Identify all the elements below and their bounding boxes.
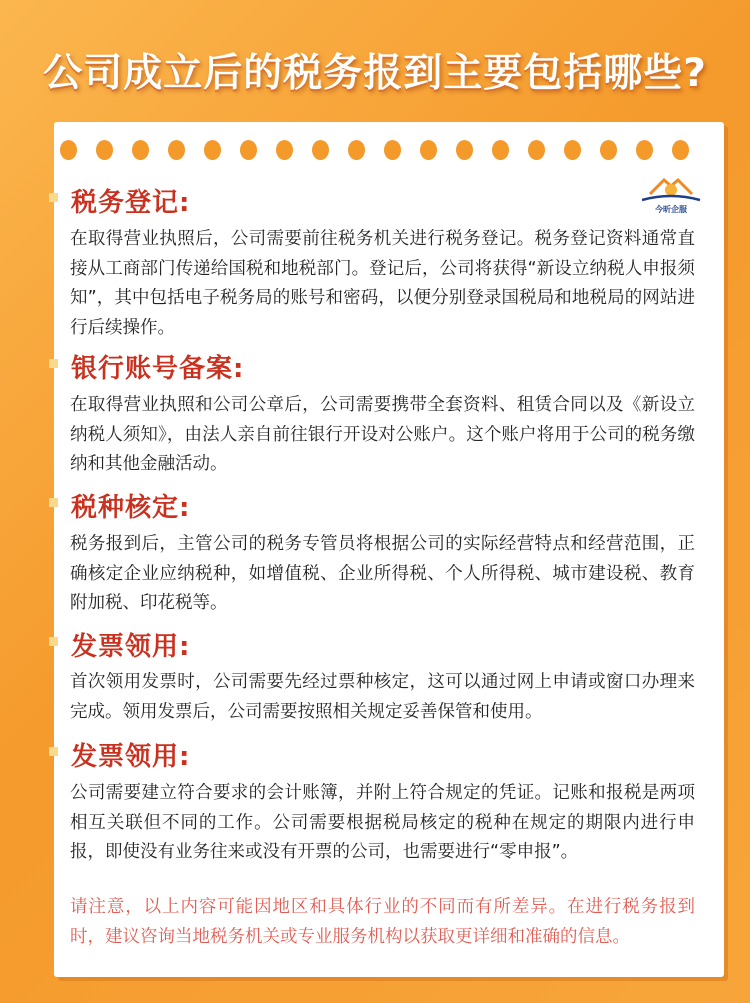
bullet-square-icon [49, 747, 58, 756]
binder-dot [672, 140, 689, 160]
section-heading-text: 发票领用: [71, 742, 191, 772]
binder-dot [348, 140, 365, 160]
binder-dot [600, 140, 617, 160]
binder-dot [636, 140, 653, 160]
binder-dot [96, 140, 113, 160]
company-logo [638, 168, 704, 216]
binder-dots [60, 140, 700, 162]
binder-dot [168, 140, 185, 160]
binder-dot [384, 140, 401, 160]
bullet-square-icon [49, 498, 58, 507]
section-body: 首次领用发票时，公司需要先经过票种核定，这可以通过网上申请或窗口办理来完成。领用发票后，公司需要按照相关规定妥善保管和使用。 [70, 672, 695, 722]
binder-dot [132, 140, 149, 160]
disclaimer-note: 请注意，以上内容可能因地区和具体行业的不同而有所差异。在进行税务报到时，建议咨询当地税务机关或专业服务机构以获取更详细和准确的信息。 [70, 897, 695, 947]
page-title: 公司成立后的税务报到主要包括哪些? [43, 51, 707, 96]
binder-dot [456, 140, 473, 160]
section-heading-text: 税种核定: [71, 493, 191, 523]
section-body: 公司需要建立符合要求的会计账簿，并附上符合规定的凭证。记账和报税是两项相互关联但不同的工作。公司需要根据税局核定的税种在规定的期限内进行申报，即使没有业务往来或没有开票的公司，也需要进行“零申报”。 [70, 783, 695, 862]
binder-dot [312, 140, 329, 160]
binder-dot [564, 140, 581, 160]
bullet-square-icon [49, 193, 58, 202]
section-heading-text: 税务登记: [71, 188, 191, 218]
bullet-square-icon [49, 359, 58, 368]
section-body: 在取得营业执照和公司公章后，公司需要携带全套资料、租赁合同以及《新设立纳税人须知》，由法人亲自前往银行开设对公账户。这个账户将用于公司的税务缴纳和其他金融活动。 [70, 395, 695, 474]
binder-dot [204, 140, 221, 160]
binder-dot [492, 140, 509, 160]
section-body: 在取得营业执照后，公司需要前往税务机关进行税务登记。税务登记资料通常直接从工商部门传递给国税和地税部门。登记后，公司将获得“新设立纳税人申报须知”，其中包括电子税务局的账号和密码，以便分别登录国税局和地税局的网站进行后续操作。 [70, 229, 695, 338]
section-body: 税务报到后，主管公司的税务专管员将根据公司的实际经营特点和经营范围，正确核定企业应纳税种，如增值税、企业所得税、个人所得税、城市建设税、教育附加税、印花税等。 [70, 534, 695, 613]
binder-dot [528, 140, 545, 160]
svg-text:今昕企服: 今昕企服 [655, 205, 687, 214]
binder-dot [240, 140, 257, 160]
bullet-square-icon [49, 637, 58, 646]
binder-dot [60, 140, 77, 160]
section-heading-text: 发票领用: [71, 632, 191, 662]
binder-dot [420, 140, 437, 160]
binder-dot [276, 140, 293, 160]
section-heading-text: 银行账号备案: [71, 354, 245, 384]
